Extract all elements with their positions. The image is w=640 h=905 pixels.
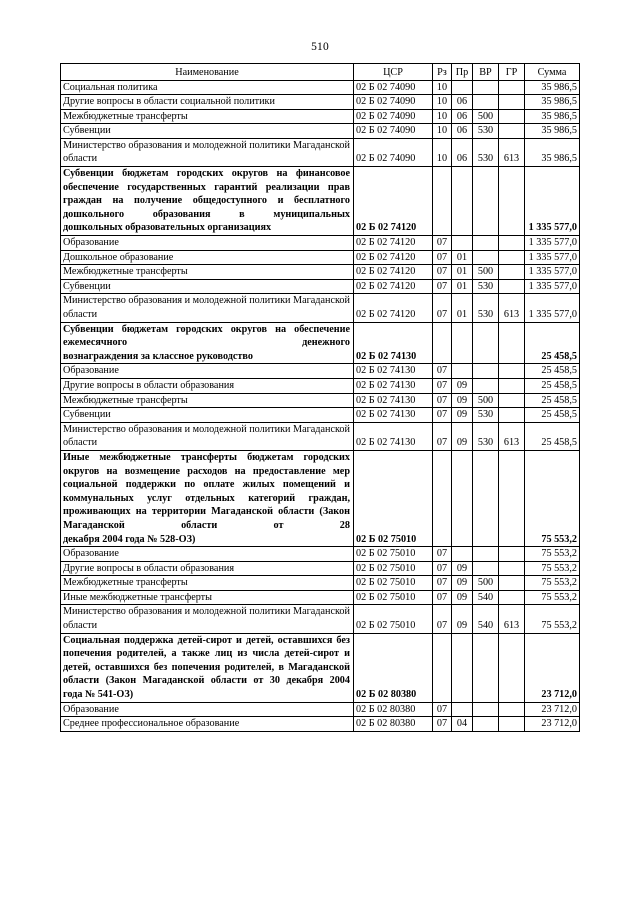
cell-pr: 09 [452, 576, 473, 591]
cell-sum: 75 553,2 [525, 450, 580, 546]
cell-vr: 500 [473, 265, 499, 280]
cell-name: Образование [61, 702, 354, 717]
cell-name: Другие вопросы в области образования [61, 561, 354, 576]
cell-csr: 02 Б 02 74120 [354, 279, 433, 294]
table-row [61, 294, 580, 322]
cell-rz: 07 [433, 702, 452, 717]
table-row [61, 605, 580, 633]
table-header-row [61, 63, 580, 80]
table-row [61, 95, 580, 110]
cell-pr: 01 [452, 265, 473, 280]
cell-sum: 1 335 577,0 [525, 294, 580, 322]
table-row [61, 378, 580, 393]
cell-gr [499, 633, 525, 702]
cell-vr: 540 [473, 605, 499, 633]
cell-sum: 75 553,2 [525, 605, 580, 633]
cell-gr [499, 378, 525, 393]
cell-name: Субвенции бюджетам городских округов на обеспечение ежемесячного денежного вознаграждения за классное руководство [61, 322, 354, 364]
table-row [61, 364, 580, 379]
cell-csr: 02 Б 02 74120 [354, 236, 433, 251]
cell-sum: 75 553,2 [525, 561, 580, 576]
cell-vr [473, 236, 499, 251]
cell-sum: 1 335 577,0 [525, 250, 580, 265]
cell-rz: 07 [433, 265, 452, 280]
cell-vr [473, 167, 499, 236]
cell-name: Среднее профессиональное образование [61, 717, 354, 732]
cell-rz [433, 167, 452, 236]
cell-rz: 07 [433, 236, 452, 251]
cell-pr: 06 [452, 109, 473, 124]
cell-pr: 09 [452, 422, 473, 450]
cell-pr: 06 [452, 138, 473, 166]
cell-csr: 02 Б 02 75010 [354, 576, 433, 591]
cell-name: Министерство образования и молодежной политики Магаданской области [61, 605, 354, 633]
cell-pr [452, 364, 473, 379]
table-row [61, 393, 580, 408]
cell-pr: 09 [452, 378, 473, 393]
cell-sum: 25 458,5 [525, 422, 580, 450]
page-number: 510 [311, 41, 329, 53]
cell-gr [499, 364, 525, 379]
cell-rz: 07 [433, 408, 452, 423]
cell-rz: 10 [433, 109, 452, 124]
cell-rz: 07 [433, 717, 452, 732]
cell-vr: 500 [473, 109, 499, 124]
cell-vr: 500 [473, 393, 499, 408]
cell-csr: 02 Б 02 80380 [354, 717, 433, 732]
cell-vr: 530 [473, 138, 499, 166]
cell-rz: 10 [433, 95, 452, 110]
table-row [61, 124, 580, 139]
table-row [61, 633, 580, 702]
cell-csr: 02 Б 02 74130 [354, 322, 433, 364]
cell-sum: 23 712,0 [525, 633, 580, 702]
table-row [61, 561, 580, 576]
cell-sum: 35 986,5 [525, 124, 580, 139]
cell-vr: 530 [473, 408, 499, 423]
column-header-name: Наименование [61, 63, 354, 80]
table-row [61, 702, 580, 717]
cell-csr: 02 Б 02 74090 [354, 95, 433, 110]
cell-pr: 04 [452, 717, 473, 732]
cell-csr: 02 Б 02 74090 [354, 109, 433, 124]
cell-vr [473, 717, 499, 732]
cell-gr: 613 [499, 605, 525, 633]
table-row [61, 265, 580, 280]
cell-vr [473, 561, 499, 576]
cell-csr: 02 Б 02 74130 [354, 378, 433, 393]
cell-csr: 02 Б 02 75010 [354, 561, 433, 576]
cell-gr [499, 393, 525, 408]
column-header-vr: ВР [473, 63, 499, 80]
cell-sum: 35 986,5 [525, 109, 580, 124]
cell-gr [499, 561, 525, 576]
table-row [61, 322, 580, 364]
column-header-pr: Пр [452, 63, 473, 80]
cell-name: Иные межбюджетные трансферты бюджетам городских округов на возмещение расходов на предоставление мер социальной поддержки по оплате жилых помещений и коммунальных услуг отдельных категорий граждан, проживающих на территории Магаданской области (Закон Магаданской области от 28 декабря 2004 года № 528-ОЗ) [61, 450, 354, 546]
cell-pr [452, 547, 473, 562]
column-header-gr: ГР [499, 63, 525, 80]
cell-gr [499, 547, 525, 562]
cell-csr: 02 Б 02 74130 [354, 364, 433, 379]
column-header-sum: Сумма [525, 63, 580, 80]
cell-name: Другие вопросы в области образования [61, 378, 354, 393]
cell-vr [473, 702, 499, 717]
cell-vr: 540 [473, 590, 499, 605]
cell-sum: 35 986,5 [525, 80, 580, 95]
cell-name: Субвенции бюджетам городских округов на финансовое обеспечение государственных гарантий реализации прав граждан на получение общедоступного и бесплатного дошкольного образования в муниципальных дошкольных образовательных организациях [61, 167, 354, 236]
cell-csr: 02 Б 02 74090 [354, 138, 433, 166]
cell-rz: 07 [433, 279, 452, 294]
cell-csr: 02 Б 02 75010 [354, 605, 433, 633]
cell-vr [473, 364, 499, 379]
cell-gr: 613 [499, 294, 525, 322]
cell-rz: 07 [433, 422, 452, 450]
cell-gr [499, 702, 525, 717]
cell-pr [452, 633, 473, 702]
cell-name: Министерство образования и молодежной политики Магаданской области [61, 294, 354, 322]
cell-csr: 02 Б 02 75010 [354, 547, 433, 562]
cell-pr: 09 [452, 590, 473, 605]
table-row [61, 167, 580, 236]
cell-csr: 02 Б 02 74120 [354, 294, 433, 322]
cell-pr [452, 236, 473, 251]
cell-vr [473, 250, 499, 265]
cell-vr [473, 547, 499, 562]
cell-rz: 07 [433, 590, 452, 605]
table-row [61, 279, 580, 294]
cell-pr: 09 [452, 605, 473, 633]
cell-rz: 07 [433, 576, 452, 591]
cell-name: Министерство образования и молодежной политики Магаданской области [61, 138, 354, 166]
cell-sum: 25 458,5 [525, 378, 580, 393]
cell-rz: 10 [433, 80, 452, 95]
cell-csr: 02 Б 02 75010 [354, 450, 433, 546]
cell-gr [499, 322, 525, 364]
table-row [61, 590, 580, 605]
cell-name: Другие вопросы в области социальной политики [61, 95, 354, 110]
cell-vr: 500 [473, 576, 499, 591]
cell-rz: 10 [433, 138, 452, 166]
cell-sum: 1 335 577,0 [525, 236, 580, 251]
cell-vr [473, 95, 499, 110]
cell-pr: 01 [452, 294, 473, 322]
table-row [61, 576, 580, 591]
cell-sum: 1 335 577,0 [525, 265, 580, 280]
cell-name: Субвенции [61, 408, 354, 423]
table-row [61, 250, 580, 265]
cell-name: Межбюджетные трансферты [61, 109, 354, 124]
table-header [61, 63, 580, 80]
cell-gr [499, 167, 525, 236]
cell-rz [433, 450, 452, 546]
cell-gr [499, 279, 525, 294]
cell-rz: 07 [433, 547, 452, 562]
cell-csr: 02 Б 02 74130 [354, 422, 433, 450]
cell-sum: 75 553,2 [525, 547, 580, 562]
cell-vr [473, 80, 499, 95]
cell-pr [452, 167, 473, 236]
cell-name: Межбюджетные трансферты [61, 576, 354, 591]
cell-gr [499, 576, 525, 591]
cell-name: Социальная политика [61, 80, 354, 95]
cell-rz [433, 633, 452, 702]
cell-vr [473, 450, 499, 546]
cell-name: Субвенции [61, 279, 354, 294]
table-row [61, 80, 580, 95]
cell-sum: 25 458,5 [525, 408, 580, 423]
cell-vr: 530 [473, 124, 499, 139]
cell-gr [499, 250, 525, 265]
cell-csr: 02 Б 02 74090 [354, 124, 433, 139]
cell-name: Иные межбюджетные трансферты [61, 590, 354, 605]
cell-name: Министерство образования и молодежной политики Магаданской области [61, 422, 354, 450]
table-row [61, 450, 580, 546]
cell-gr [499, 717, 525, 732]
cell-pr: 01 [452, 279, 473, 294]
cell-pr: 09 [452, 561, 473, 576]
cell-sum: 35 986,5 [525, 95, 580, 110]
cell-name: Субвенции [61, 124, 354, 139]
table-row [61, 422, 580, 450]
cell-gr [499, 590, 525, 605]
cell-sum: 75 553,2 [525, 590, 580, 605]
cell-vr: 530 [473, 294, 499, 322]
cell-name: Межбюджетные трансферты [61, 393, 354, 408]
cell-rz: 07 [433, 378, 452, 393]
cell-sum: 1 335 577,0 [525, 279, 580, 294]
table-row [61, 109, 580, 124]
cell-gr: 613 [499, 422, 525, 450]
cell-csr: 02 Б 02 74120 [354, 167, 433, 236]
cell-pr: 09 [452, 408, 473, 423]
budget-table [60, 63, 580, 732]
cell-pr [452, 450, 473, 546]
cell-gr [499, 95, 525, 110]
cell-pr: 06 [452, 95, 473, 110]
cell-gr: 613 [499, 138, 525, 166]
cell-name: Межбюджетные трансферты [61, 265, 354, 280]
cell-csr: 02 Б 02 80380 [354, 633, 433, 702]
cell-sum: 35 986,5 [525, 138, 580, 166]
cell-name: Социальная поддержка детей-сирот и детей, оставшихся без попечения родителей, а также лиц из числа детей-сирот и детей, оставшихся без попечения родителей, в Магаданской области (Закон Магаданской области от 30 декабря 2004 года № 541-ОЗ) [61, 633, 354, 702]
cell-gr [499, 124, 525, 139]
column-header-rz: Рз [433, 63, 452, 80]
column-header-csr: ЦСР [354, 63, 433, 80]
cell-pr [452, 322, 473, 364]
cell-name: Образование [61, 236, 354, 251]
cell-rz: 07 [433, 250, 452, 265]
cell-sum: 25 458,5 [525, 393, 580, 408]
table-row [61, 138, 580, 166]
cell-vr [473, 633, 499, 702]
cell-csr: 02 Б 02 74130 [354, 408, 433, 423]
cell-name: Образование [61, 547, 354, 562]
cell-sum: 1 335 577,0 [525, 167, 580, 236]
cell-csr: 02 Б 02 74090 [354, 80, 433, 95]
cell-vr [473, 322, 499, 364]
cell-rz [433, 322, 452, 364]
cell-csr: 02 Б 02 74130 [354, 393, 433, 408]
cell-pr: 01 [452, 250, 473, 265]
cell-pr: 06 [452, 124, 473, 139]
cell-pr [452, 702, 473, 717]
cell-csr: 02 Б 02 75010 [354, 590, 433, 605]
table-body [61, 80, 580, 731]
cell-vr: 530 [473, 279, 499, 294]
cell-pr [452, 80, 473, 95]
cell-gr [499, 408, 525, 423]
cell-sum: 23 712,0 [525, 717, 580, 732]
cell-rz: 07 [433, 605, 452, 633]
cell-gr [499, 265, 525, 280]
cell-pr: 09 [452, 393, 473, 408]
cell-sum: 75 553,2 [525, 576, 580, 591]
cell-name: Образование [61, 364, 354, 379]
table-row [61, 408, 580, 423]
cell-csr: 02 Б 02 74120 [354, 250, 433, 265]
cell-sum: 25 458,5 [525, 322, 580, 364]
table-row [61, 547, 580, 562]
cell-vr: 530 [473, 422, 499, 450]
cell-csr: 02 Б 02 80380 [354, 702, 433, 717]
cell-rz: 07 [433, 561, 452, 576]
cell-gr [499, 236, 525, 251]
cell-rz: 07 [433, 294, 452, 322]
table-row [61, 717, 580, 732]
cell-gr [499, 450, 525, 546]
cell-rz: 07 [433, 364, 452, 379]
table-row [61, 236, 580, 251]
cell-gr [499, 109, 525, 124]
cell-vr [473, 378, 499, 393]
cell-csr: 02 Б 02 74120 [354, 265, 433, 280]
cell-rz: 07 [433, 393, 452, 408]
cell-rz: 10 [433, 124, 452, 139]
cell-name: Дошкольное образование [61, 250, 354, 265]
cell-gr [499, 80, 525, 95]
cell-sum: 25 458,5 [525, 364, 580, 379]
cell-sum: 23 712,0 [525, 702, 580, 717]
